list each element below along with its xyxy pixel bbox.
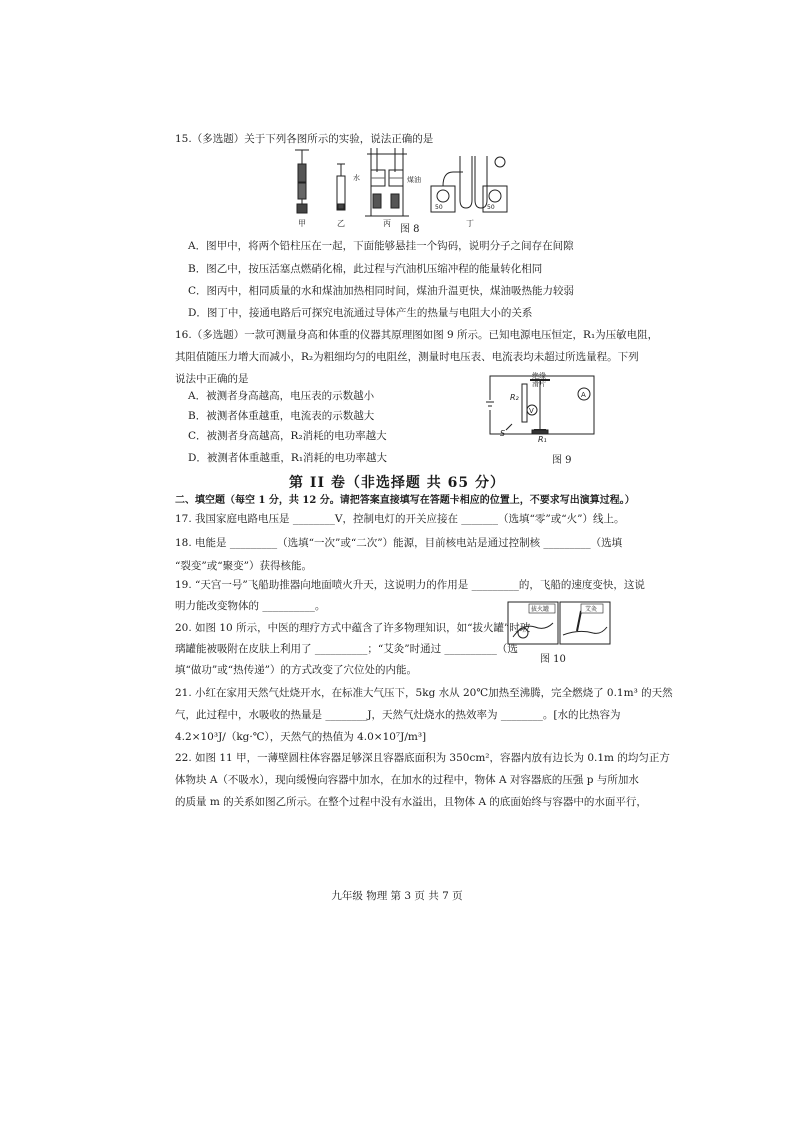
q15-option-d: D．图丁中，接通电路后可探究电流通过导体产生的热量与电阻大小的关系 — [188, 307, 533, 319]
fig10-moxa-stick-icon — [577, 611, 581, 631]
fig10-label-moxibustion: 艾灸 — [585, 606, 598, 613]
fig10-arm-right — [563, 627, 607, 635]
figure-8-caption: 图 8 — [400, 224, 420, 235]
fig9-plate-label-1: 绝缘 — [532, 372, 546, 380]
q22-line3: 的质量 m 的关系如图乙所示。在整个过程中没有水溢出，且物体 A 的底面始终与容器中的水面平行， — [175, 796, 647, 808]
q18-line1: 18. 电能是 _________（选填“一次”或“二次”）能源，目前核电站是通过控制核 _________（选填 — [175, 537, 623, 549]
q15-option-a: A．图甲中，将两个铅柱压在一起，下面能够悬挂一个钩码，说明分子之间存在间隙 — [188, 240, 574, 252]
fig9-switch-label: S — [500, 429, 506, 438]
q16-stem-line2: 其阻值随压力增大而减小，R₂为粗细均匀的电阻丝，测量时电压表、电流表均未超过所选量程。下列 — [175, 351, 639, 363]
q22-line1: 22. 如图 11 甲，一薄壁圆柱体容器足够深且容器底面积为 350cm²，容器内放有边长为 0.1m 的均匀正方 — [175, 752, 670, 764]
q19-line1: 19. “天宫一号”飞船助推器向地面喷火升天，这说明力的作用是 _________的，飞船的速度变快，这说 — [175, 579, 645, 591]
fig8-water-label: 水 — [353, 174, 360, 182]
fig8-label-jia: 甲 — [298, 219, 306, 228]
page-footer: 九年级 物理 第 3 页 共 7 页 — [331, 890, 463, 902]
fig8-label-yi: 乙 — [337, 219, 345, 228]
q20-line3: 填“做功”或“热传递”）的方式改变了穴位处的内能。 — [175, 664, 417, 676]
fig9-plate-label-2: 滑片 — [532, 380, 546, 388]
q20-line1: 20. 如图 10 所示，中医的理疗方式中蕴含了许多物理知识，如“拔火罐”时玻 — [175, 622, 531, 634]
fig8-jia-lead-cylinders — [295, 150, 309, 213]
q22-line2: 体物块 A（不吸水），现向缓慢向容器中加水，在加水的过程中，物体 A 对容器底的压强 p 与所加水 — [175, 774, 639, 786]
figure-9-circuit — [484, 370, 604, 442]
q16-option-a: A．被测者身高越高，电压表的示数越小 — [188, 390, 375, 402]
q17: 17. 我国家庭电路电压是 ________V，控制电灯的开关应接在 _______（选填“零”或“火”）线上。 — [175, 513, 625, 525]
q16-stem-line3: 说法中正确的是 — [175, 373, 249, 385]
q21-line1: 21. 小红在家用天然气灶烧开水，在标准大气压下，5kg 水从 20℃加热至沸腾，完全燃烧了 0.1m³ 的天然 — [175, 687, 673, 699]
section-2-title: 第 II 卷（非选择题 共 65 分） — [289, 475, 505, 491]
fig9-ammeter-label: A — [581, 391, 586, 399]
q16-option-b: B．被测者体重越重，电流表的示数越大 — [188, 410, 375, 422]
fig8-label-ding: 丁 — [466, 219, 474, 228]
q16-option-c: C．被测者身高越高，R₂消耗的电功率越大 — [188, 430, 387, 442]
q21-line2: 气，此过程中，水吸收的热量是 ________J，天然气灶烧水的热效率为 ________。[水的比热容为 — [175, 709, 621, 721]
q20-line2: 璃罐能被吸附在皮肤上利用了 __________；“艾灸”时通过 __________（选 — [175, 643, 518, 655]
fig8-beaker-left-value: 50 — [435, 204, 443, 211]
q19-line2: 明力能改变物体的 __________。 — [175, 600, 326, 612]
q15-stem: 15.（多选题）关于下列各图所示的实验，说法正确的是 — [175, 133, 434, 145]
figure-10 — [507, 601, 611, 645]
fig9-r1-label: R₁ — [538, 435, 547, 442]
fig8-bing-heating — [365, 148, 409, 216]
q15-option-c: C．图丙中，相同质量的水和煤油加热相同时间，煤油升温更快，煤油吸热能力较弱 — [188, 285, 575, 297]
figure-8 — [285, 146, 515, 230]
fig8-beaker-right-value: 50 — [487, 204, 495, 211]
q16-stem-line1: 16.（多选题）一款可测量身高和体重的仪器其原理图如图 9 所示。已知电源电压恒定，R₁为压敏电阻， — [175, 329, 659, 341]
figure-10-caption: 图 10 — [540, 654, 566, 665]
fig9-r2-label: R₂ — [510, 393, 519, 402]
fig8-label-bing: 丙 — [383, 219, 391, 228]
figure-9-caption: 图 9 — [552, 455, 572, 466]
fig10-label-cupping: 拔火罐 — [531, 606, 550, 613]
q16-option-d: D．被测者体重越重，R₁消耗的电功率越大 — [188, 452, 388, 464]
section-2-instruction: 二、填空题（每空 1 分，共 12 分。请把答案直接填写在答题卡相应的位置上，不要求写出演算过程。） — [175, 495, 635, 506]
fig10-cup-icon — [518, 628, 528, 638]
q21-line3: 4.2×10³J/（kg·℃），天然气的热值为 4.0×10⁷J/m³] — [175, 731, 427, 743]
q18-line2: “裂变”或“聚变”）获得核能。 — [175, 560, 312, 572]
q15-option-b: B．图乙中，按压活塞点燃硝化棉，此过程与汽油机压缩冲程的能量转化相同 — [188, 263, 543, 275]
fig9-voltmeter-label: V — [529, 407, 534, 415]
fig8-yi-piston — [337, 164, 345, 210]
fig8-kerosene-label: 煤油 — [407, 176, 421, 184]
